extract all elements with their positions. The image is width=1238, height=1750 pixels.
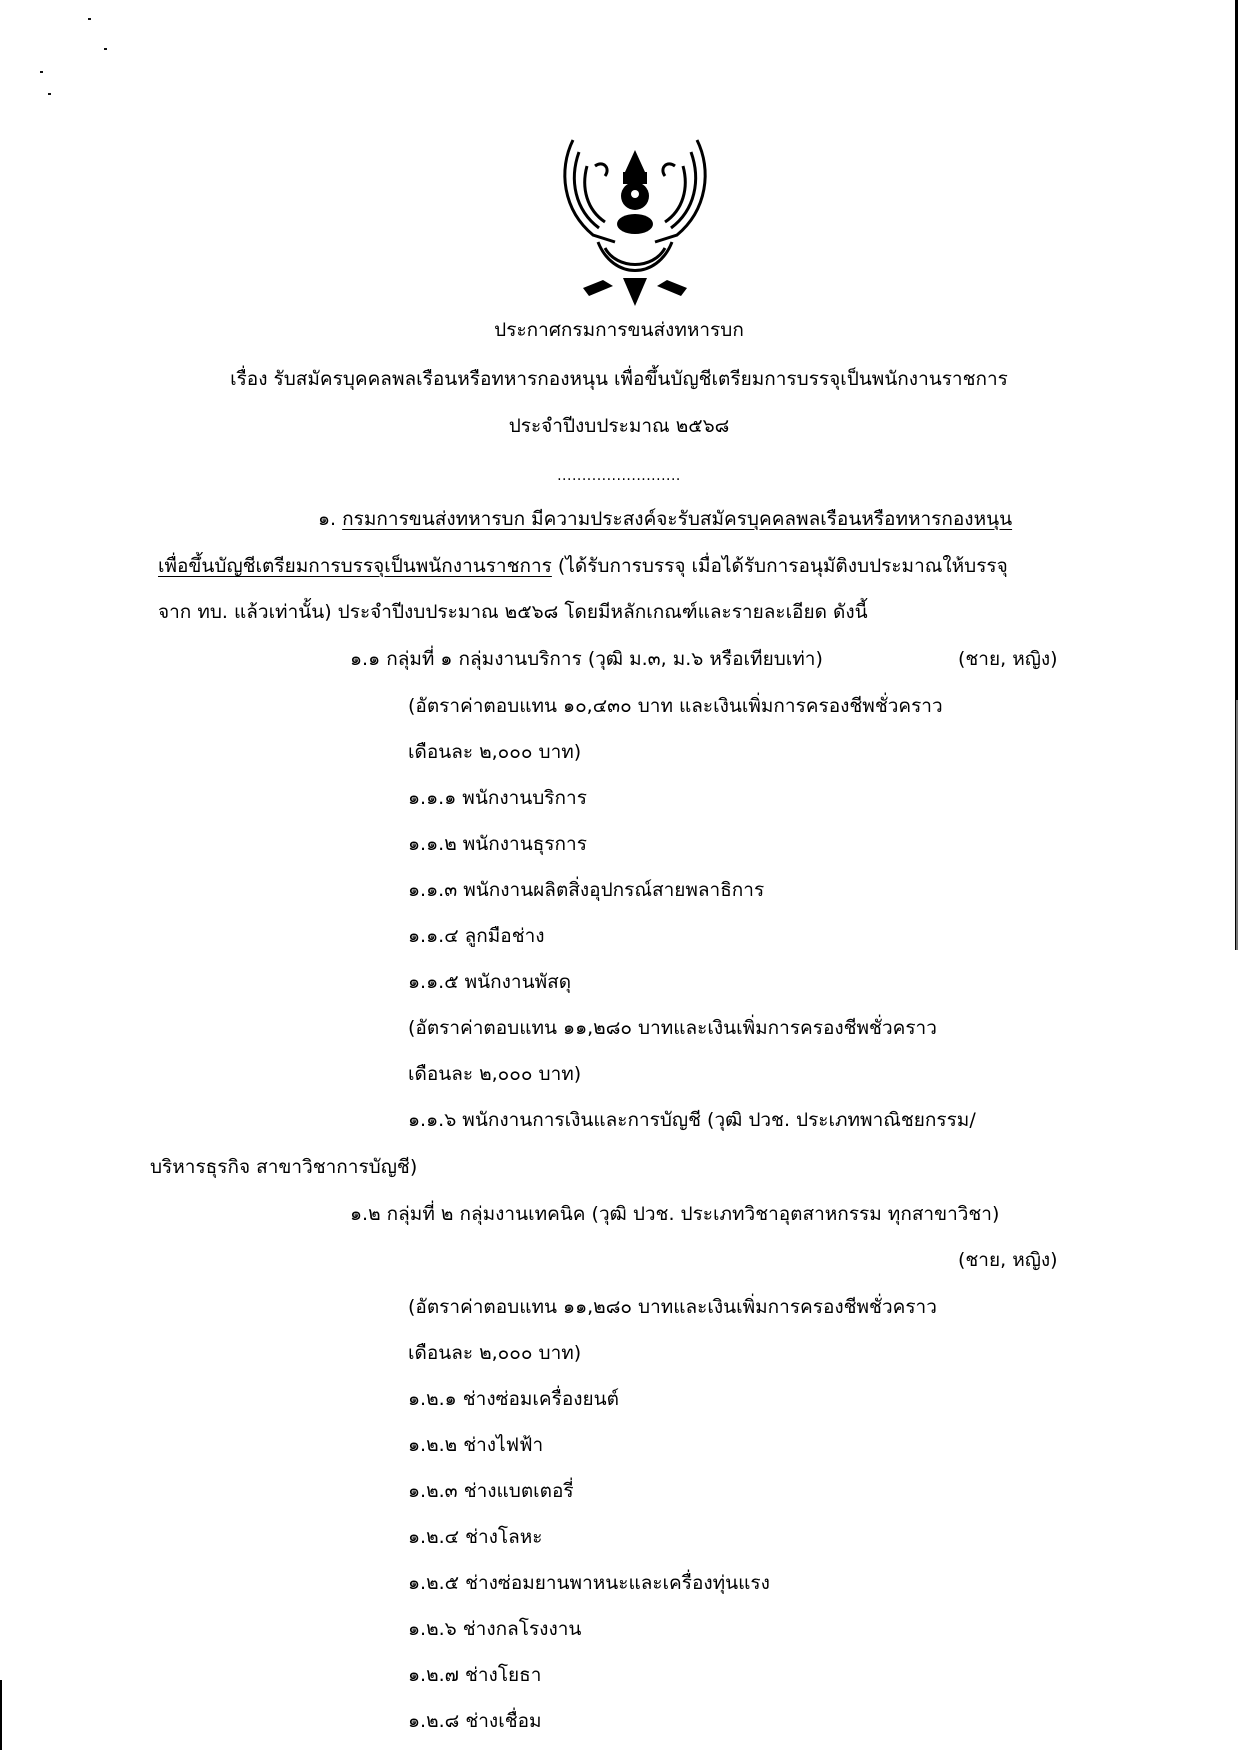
group-1-rate-a-line-1: (อัตราค่าตอบแทน ๑๐,๔๓๐ บาท และเงินเพิ่มการครองชีพชั่วคราว — [408, 695, 943, 717]
group-1-rate-a-line-2: เดือนละ ๒,๐๐๐ บาท) — [408, 741, 582, 763]
list-item: ๑.๒.๔ ช่างโลหะ — [408, 1526, 543, 1548]
paragraph-1-underlined-a: กรมการขนส่งทหารบก มีความประสงค์จะรับสมัครบุคคลพลเรือนหรือทหารกองหนุน — [342, 508, 1013, 530]
group-2-heading: ๑.๒ กลุ่มที่ ๒ กลุ่มงานเทคนิค (วุฒิ ปวช. ประเภทวิชาอุตสาหกรรม ทุกสาขาวิชา) — [350, 1203, 1000, 1225]
group-2-rate-line-1: (อัตราค่าตอบแทน ๑๑,๒๘๐ บาทและเงินเพิ่มการครองชีพชั่วคราว — [408, 1296, 937, 1318]
group-1-rate-b-line-1: (อัตราค่าตอบแทน ๑๑,๒๘๐ บาทและเงินเพิ่มการครองชีพชั่วคราว — [408, 1017, 937, 1039]
list-item: ๑.๑.๔ ลูกมือช่าง — [408, 925, 545, 947]
scan-speck — [88, 18, 91, 20]
fiscal-year-line: ประจำปีงบประมาณ ๒๕๖๘ — [508, 415, 730, 437]
list-item: ๑.๑.๑ พนักงานบริการ — [408, 787, 587, 809]
group-2-rate-line-2: เดือนละ ๒,๐๐๐ บาท) — [408, 1342, 582, 1364]
group-1-gender: (ชาย, หญิง) — [958, 648, 1058, 670]
garuda-emblem-icon — [553, 130, 717, 312]
separator-dots: ......................... — [557, 468, 681, 484]
list-item: ๑.๑.๒ พนักงานธุรการ — [408, 833, 587, 855]
paragraph-number: ๑. — [318, 508, 337, 530]
scan-edge-left — [0, 1680, 2, 1750]
group-2-gender: (ชาย, หญิง) — [958, 1249, 1058, 1271]
paragraph-1-line-2 — [158, 552, 1008, 580]
paragraph-1-line-3: จาก ทบ. แล้วเท่านั้น) ประจำปีงบประมาณ ๒๕๖๘ โดยมีหลักเกณฑ์และรายละเอียด ดังนี้ — [158, 601, 868, 623]
group-1-rate-b-line-2: เดือนละ ๒,๐๐๐ บาท) — [408, 1063, 582, 1085]
list-item: ๑.๑.๕ พนักงานพัสดุ — [408, 971, 572, 993]
list-item: ๑.๒.๓ ช่างแบตเตอรี่ — [408, 1480, 574, 1502]
announcement-subject: เรื่อง รับสมัครบุคคลพลเรือนหรือทหารกองหนุน เพื่อขึ้นบัญชีเตรียมการบรรจุเป็นพนักงานราชการ — [230, 368, 1008, 390]
paragraph-1-underlined-b: เพื่อขึ้นบัญชีเตรียมการบรรจุเป็นพนักงานราชการ — [158, 555, 552, 577]
paragraph-1-line-1 — [318, 505, 1012, 533]
scan-speck — [48, 93, 51, 95]
scan-speck — [104, 48, 107, 50]
scan-speck — [40, 71, 43, 73]
list-item: ๑.๒.๕ ช่างซ่อมยานพาหนะและเครื่องทุ่นแรง — [408, 1572, 770, 1594]
list-item: ๑.๑.๓ พนักงานผลิตสิ่งอุปกรณ์สายพลาธิการ — [408, 879, 765, 901]
list-item-continuation: บริหารธุรกิจ สาขาวิชาการบัญชี) — [150, 1156, 418, 1178]
paragraph-1-rest: (ได้รับการบรรจุ เมื่อได้รับการอนุมัติงบประมาณให้บรรจุ — [551, 555, 1008, 577]
list-item: ๑.๑.๖ พนักงานการเงินและการบัญชี (วุฒิ ปวช. ประเภทพาณิชยกรรม/ — [408, 1109, 976, 1131]
announcement-title: ประกาศกรมการขนส่งทหารบก — [494, 319, 744, 341]
group-1-heading: ๑.๑ กลุ่มที่ ๑ กลุ่มงานบริการ (วุฒิ ม.๓, ม.๖ หรือเทียบเท่า) — [350, 648, 823, 670]
list-item: ๑.๒.๗ ช่างโยธา — [408, 1664, 542, 1686]
list-item: ๑.๒.๖ ช่างกลโรงงาน — [408, 1618, 582, 1640]
list-item: ๑.๒.๑ ช่างซ่อมเครื่องยนต์ — [408, 1388, 619, 1410]
list-item: ๑.๒.๘ ช่างเชื่อม — [408, 1710, 542, 1732]
list-item: ๑.๒.๒ ช่างไฟฟ้า — [408, 1434, 544, 1456]
